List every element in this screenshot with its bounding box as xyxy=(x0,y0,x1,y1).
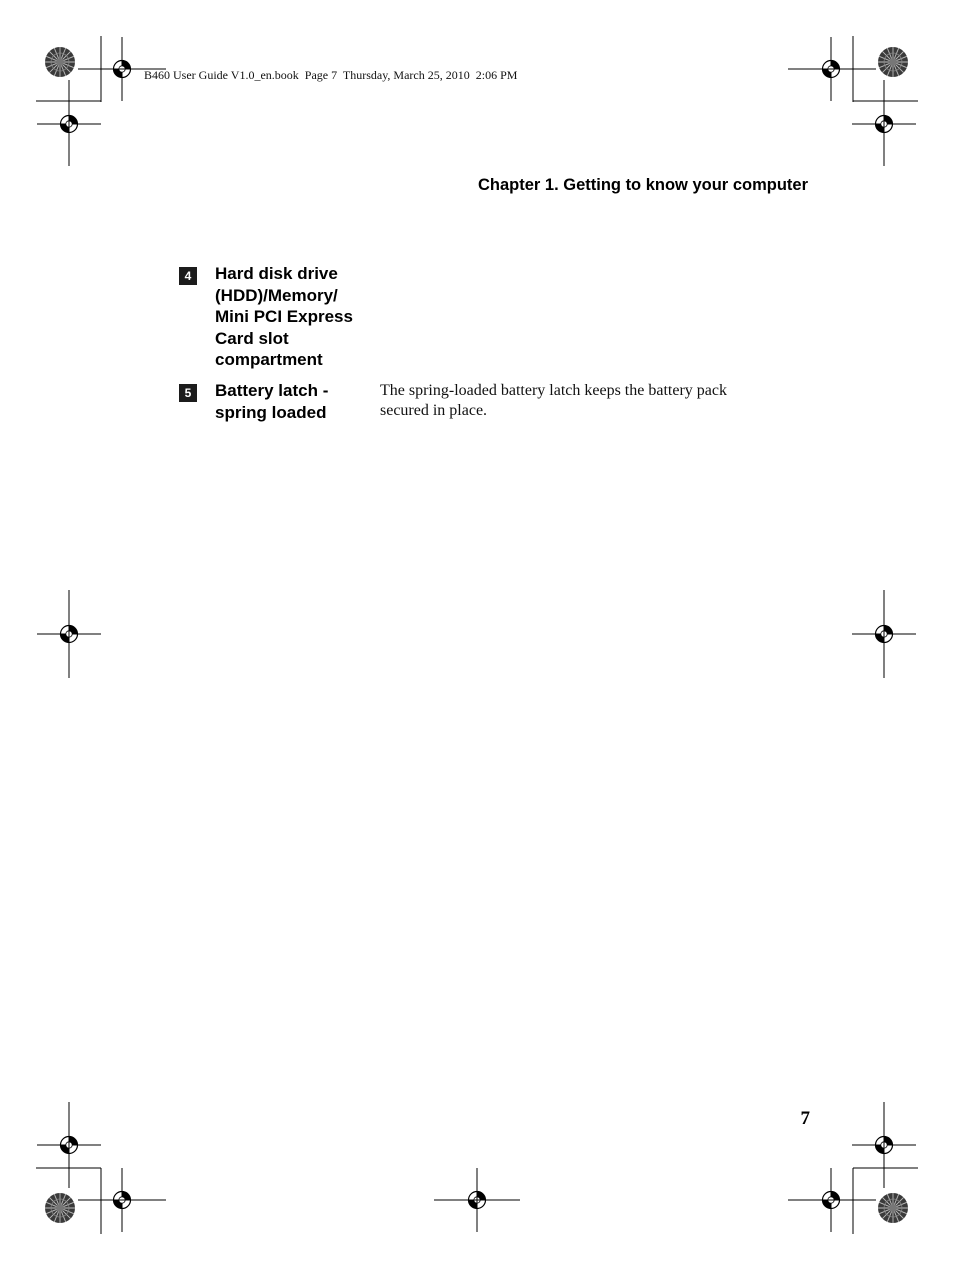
term-line: Card slot xyxy=(215,328,289,348)
term-line: Battery latch - xyxy=(215,381,329,400)
callout-number-badge: 4 xyxy=(179,267,197,285)
color-target-icon xyxy=(878,47,908,77)
component-term xyxy=(215,263,375,371)
description-line: secured in place. xyxy=(380,402,488,419)
term-line: Hard disk drive xyxy=(215,264,338,283)
color-target-icon xyxy=(878,1193,908,1223)
color-target-icon xyxy=(45,1193,75,1223)
description-line: The spring-loaded battery latch keeps the battery pack xyxy=(380,382,727,399)
color-target-icon xyxy=(45,47,75,77)
page-number: 7 xyxy=(800,1108,810,1129)
chapter-heading: Chapter 1. Getting to know your computer xyxy=(477,176,808,194)
callout-number-badge: 5 xyxy=(179,384,197,402)
component-term xyxy=(215,380,375,423)
term-line: Mini PCI Express xyxy=(215,307,353,326)
term-line: (HDD)/Memory/ xyxy=(215,285,338,305)
term-line: spring loaded xyxy=(215,402,327,422)
print-slug-header: B460 User Guide V1.0_en.book Page 7 Thursday, March 25, 2010 2:06 PM xyxy=(144,68,518,82)
term-line: compartment xyxy=(215,350,323,369)
component-description xyxy=(380,381,800,421)
